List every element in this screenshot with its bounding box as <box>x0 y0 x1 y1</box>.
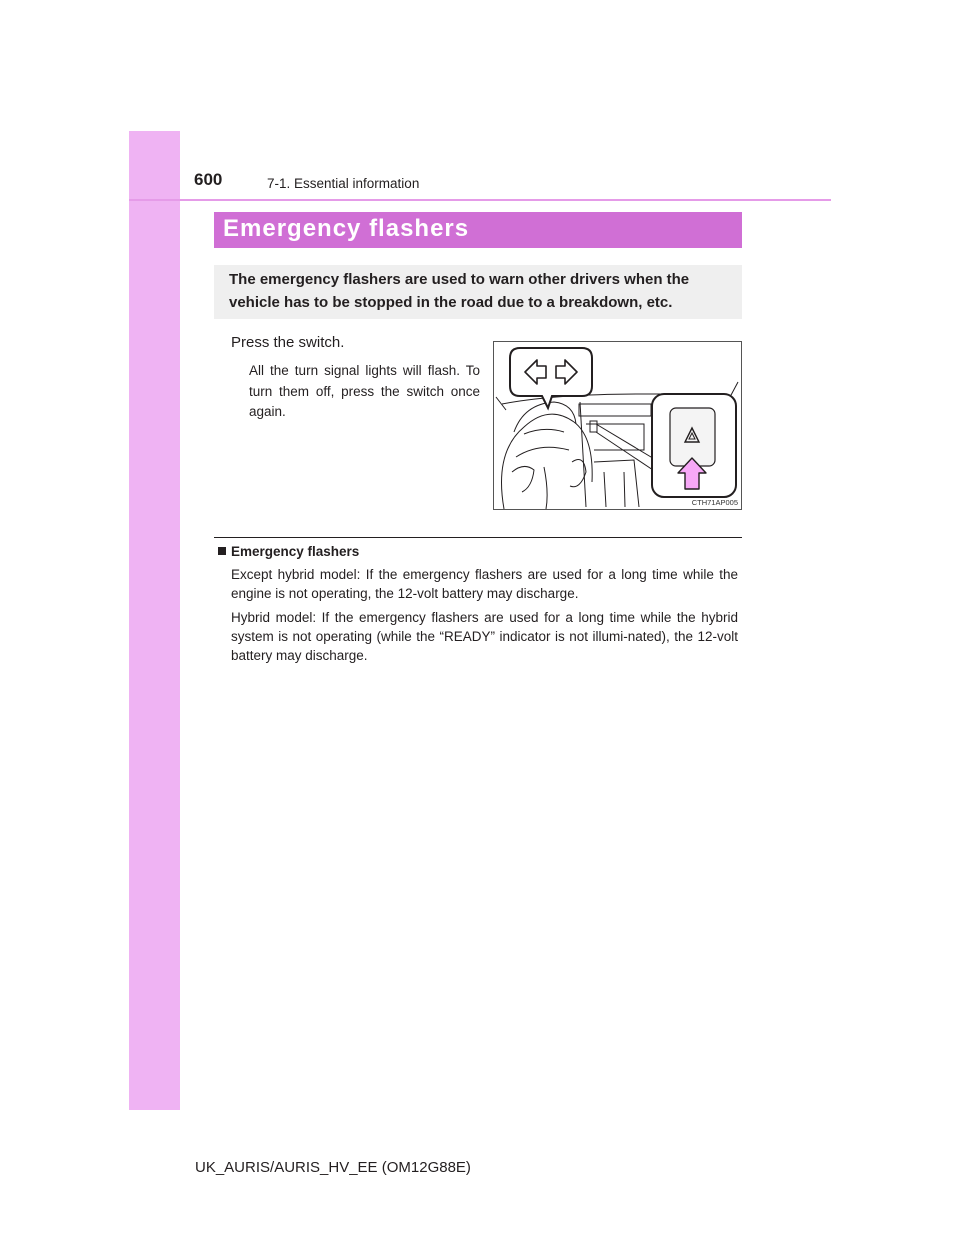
page-number: 600 <box>194 170 223 189</box>
dashboard-figure <box>493 341 742 510</box>
page-title: Emergency flashers <box>223 215 470 242</box>
header-rule <box>129 199 831 201</box>
square-bullet-icon <box>218 547 226 555</box>
step-note: All the turn signal lights will flash. To turn them off, press the switch once again. <box>249 363 480 419</box>
chapter-side-tab <box>129 131 180 1110</box>
note-paragraph: Hybrid model: If the emergency flashers are used for a long time while the hybrid system is not operating (while the “READY” indicator is not illumi-nated), the 12-volt battery may discharge. <box>231 610 738 663</box>
footer-model-code: UK_AURIS/AURIS_HV_EE (OM12G88E) <box>195 1159 471 1176</box>
figure-code: CTH71AP005 <box>691 498 738 507</box>
turn-signal-callout <box>510 348 592 408</box>
intro-text: The emergency flashers are used to warn other drivers when the vehicle has to be stopped in the road due to a breakdown, etc. <box>229 271 690 311</box>
title-bar <box>214 212 742 248</box>
note-paragraph: Except hybrid model: If the emergency flashers are used for a long time while the engine is not operating, the 12-volt battery may discharge. <box>231 567 738 601</box>
hazard-switch-inset <box>652 394 736 497</box>
dashboard-illustration <box>494 342 741 509</box>
step-instruction: Press the switch. <box>231 334 345 351</box>
notes-heading-text: Emergency flashers <box>231 544 360 559</box>
notes-heading <box>218 544 359 559</box>
notes-rule <box>214 537 742 538</box>
section-heading: 7-1. Essential information <box>267 176 420 191</box>
intro-box <box>214 265 742 319</box>
